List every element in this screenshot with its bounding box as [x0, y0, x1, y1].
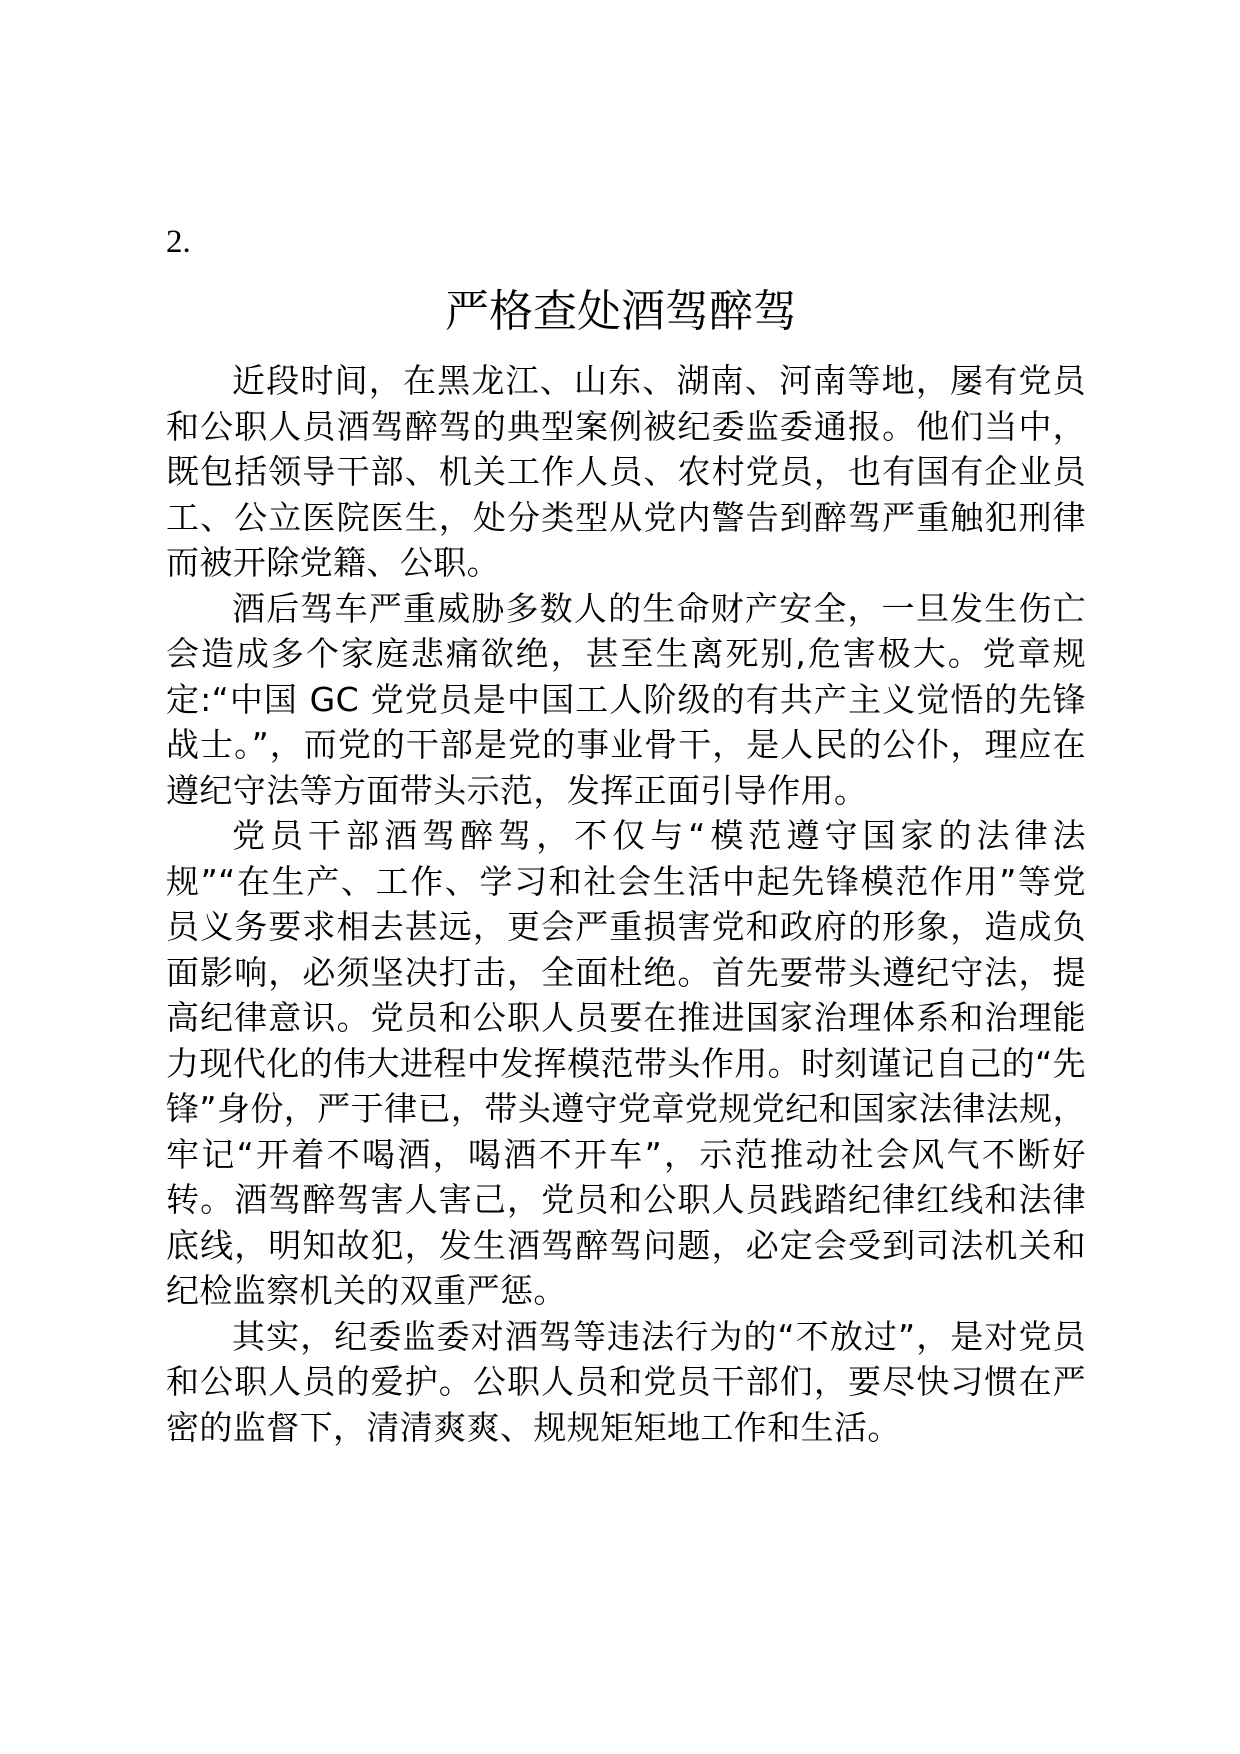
section-number: 2. — [166, 224, 191, 260]
document-title: 严格查处酒驾醉驾 — [445, 286, 797, 337]
paragraph-3: 党员干部酒驾醉驾，不仅与“模范遵守国家的法律法规”“在生产、工作、学习和社会生活中起先锋模范作用”等党员义务要求相去甚远，更会严重损害党和政府的形象，造成负面影响，必须坚决打击，全面杜绝。首先要带头遵纪守法，提高纪律意识。党员和公职人员要在推进国家治理体系和治理能力现代化的伟大进程中发挥模范带头作用。时刻谨记自己的“先锋”身份，严于律已，带头遵守党章党规党纪和国家法律法规，牢记“开着不喝酒，喝酒不开车”，示范推动社会风气不断好转。酒驾醉驾害人害己，党员和公职人员践踏纪律红线和法律底线，明知故犯，发生酒驾醉驾问题，必定会受到司法机关和纪检监察机关的双重严惩。 — [166, 816, 1086, 1310]
paragraph-4: 其实，纪委监委对酒驾等违法行为的“不放过”，是对党员和公职人员的爱护。公职人员和党员干部们，要尽快习惯在严密的监督下，清清爽爽、规规矩矩地工作和生活。 — [166, 1316, 1086, 1447]
document-body — [166, 358, 1086, 1450]
paragraph-1: 近段时间，在黑龙江、山东、湖南、河南等地，屡有党员和公职人员酒驾醉驾的典型案例被纪委监委通报。他们当中，既包括领导干部、机关工作人员、农村党员，也有国有企业员工、公立医院医生，处分类型从党内警告到醉驾严重触犯刑律而被开除党籍、公职。 — [166, 361, 1086, 582]
paragraph-2: 酒后驾车严重威胁多数人的生命财产安全，一旦发生伤亡会造成多个家庭悲痛欲绝，甚至生离死别,危害极大。党章规定:“中国 GC 党党员是中国工人阶级的有共产主义觉悟的先锋战士。”，而党的干部是党的事业骨干，是人民的公仆，理应在遵纪守法等方面带头示范，发挥正面引导作用。 — [166, 588, 1086, 810]
